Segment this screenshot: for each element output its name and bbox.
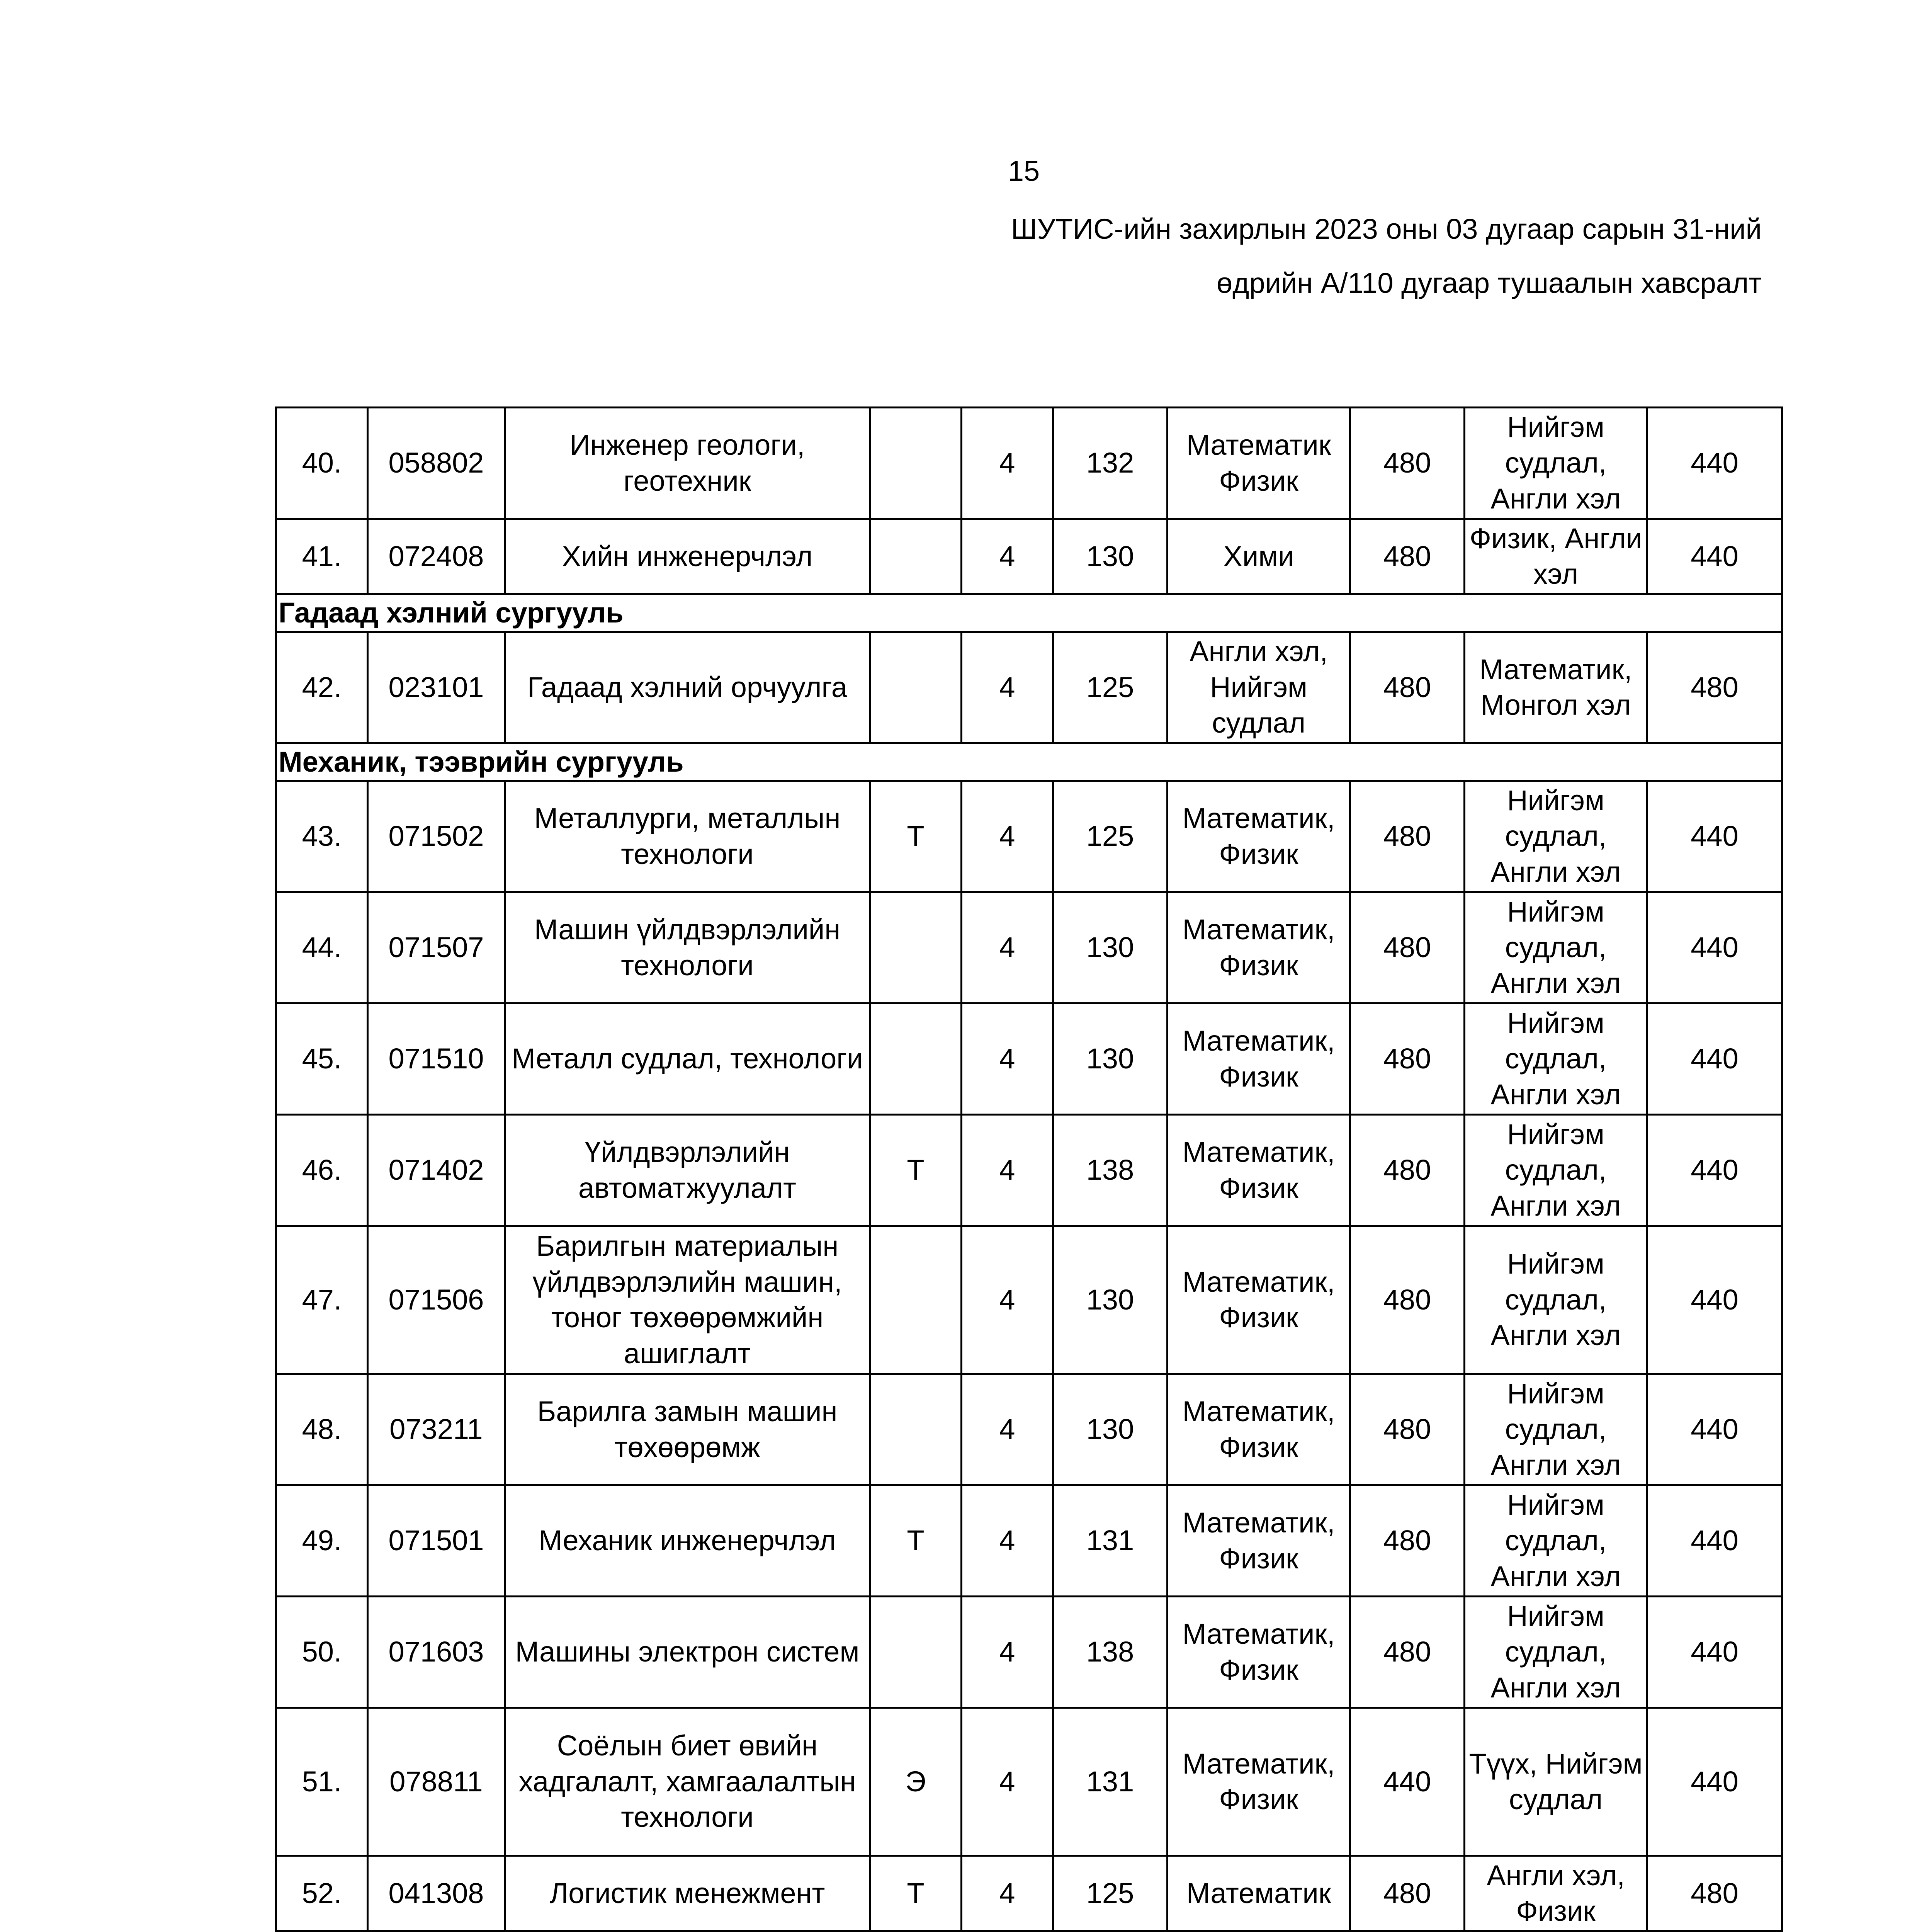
- program-code-cell: 071402: [368, 1115, 505, 1226]
- secondary-subject-cell: Нийгэм судлал, Англи хэл: [1465, 1115, 1647, 1226]
- program-code-cell: 041308: [368, 1856, 505, 1931]
- credits-cell: 130: [1053, 519, 1168, 594]
- program-mark-cell: [870, 1374, 962, 1485]
- study-years-cell: 4: [962, 1856, 1053, 1931]
- row-number-cell: 40.: [276, 408, 368, 519]
- program-mark-cell: [870, 1003, 962, 1115]
- secondary-subject-cell: Нийгэм судлал, Англи хэл: [1465, 1003, 1647, 1115]
- primary-score-cell: 480: [1350, 781, 1465, 892]
- program-code-cell: 071510: [368, 1003, 505, 1115]
- program-mark-cell: Т: [870, 781, 962, 892]
- program-name-cell: Машин үйлдвэрлэлийн технологи: [505, 892, 870, 1003]
- secondary-score-cell: 440: [1647, 1115, 1782, 1226]
- study-years-cell: 4: [962, 1708, 1053, 1856]
- study-years-cell: 4: [962, 1115, 1053, 1226]
- credits-cell: 125: [1053, 781, 1168, 892]
- credits-cell: 130: [1053, 1374, 1168, 1485]
- program-mark-cell: [870, 1597, 962, 1708]
- primary-subject-cell: Англи хэл, Нийгэм судлал: [1168, 632, 1350, 743]
- row-number-cell: 44.: [276, 892, 368, 1003]
- credits-cell: 125: [1053, 632, 1168, 743]
- program-code-cell: 058802: [368, 408, 505, 519]
- row-number-cell: 45.: [276, 1003, 368, 1115]
- header-decree-line: ШУТИС-ийн захирлын 2023 оны 03 дугаар сарын 31-ний: [1011, 213, 1762, 245]
- secondary-score-cell: 440: [1647, 408, 1782, 519]
- secondary-score-cell: 440: [1647, 1597, 1782, 1708]
- secondary-subject-cell: Нийгэм судлал, Англи хэл: [1465, 781, 1647, 892]
- program-name-cell: Машины электрон систем: [505, 1597, 870, 1708]
- row-number-cell: 46.: [276, 1115, 368, 1226]
- program-name-cell: Инженер геологи, геотехник: [505, 408, 870, 519]
- table-row: [276, 632, 1782, 743]
- study-years-cell: 4: [962, 519, 1053, 594]
- secondary-score-cell: 480: [1647, 1856, 1782, 1931]
- program-mark-cell: Э: [870, 1708, 962, 1856]
- secondary-subject-cell: Нийгэм судлал, Англи хэл: [1465, 408, 1647, 519]
- section-heading-row: [276, 594, 1782, 632]
- credits-cell: 130: [1053, 892, 1168, 1003]
- primary-subject-cell: Математик, Физик: [1168, 1708, 1350, 1856]
- credits-cell: 130: [1053, 1003, 1168, 1115]
- program-mark-cell: Т: [870, 1115, 962, 1226]
- table-row: [276, 1856, 1782, 1931]
- program-name-cell: Металл судлал, технологи: [505, 1003, 870, 1115]
- primary-subject-cell: Математик: [1168, 1856, 1350, 1931]
- secondary-score-cell: 440: [1647, 1226, 1782, 1374]
- table-row: [276, 1226, 1782, 1374]
- secondary-subject-cell: Нийгэм судлал, Англи хэл: [1465, 892, 1647, 1003]
- secondary-subject-cell: Физик, Англи хэл: [1465, 519, 1647, 594]
- primary-score-cell: 480: [1350, 1374, 1465, 1485]
- primary-subject-cell: Математик, Физик: [1168, 781, 1350, 892]
- section-title: Механик, тээврийн сургууль: [276, 743, 1782, 781]
- table-row: [276, 519, 1782, 594]
- primary-score-cell: 480: [1350, 408, 1465, 519]
- row-number-cell: 48.: [276, 1374, 368, 1485]
- program-code-cell: 071501: [368, 1485, 505, 1597]
- table-row: [276, 1115, 1782, 1226]
- study-years-cell: 4: [962, 1226, 1053, 1374]
- program-mark-cell: [870, 1226, 962, 1374]
- secondary-subject-cell: Англи хэл, Физик: [1465, 1856, 1647, 1931]
- secondary-score-cell: 440: [1647, 1485, 1782, 1597]
- program-mark-cell: [870, 632, 962, 743]
- table-row: [276, 408, 1782, 519]
- study-years-cell: 4: [962, 632, 1053, 743]
- primary-subject-cell: Хими: [1168, 519, 1350, 594]
- table-row: [276, 1708, 1782, 1856]
- program-mark-cell: Т: [870, 1856, 962, 1931]
- program-code-cell: 071507: [368, 892, 505, 1003]
- primary-score-cell: 480: [1350, 632, 1465, 743]
- page-number: 15: [1008, 155, 1040, 187]
- study-years-cell: 4: [962, 1597, 1053, 1708]
- primary-subject-cell: Математик, Физик: [1168, 892, 1350, 1003]
- row-number-cell: 43.: [276, 781, 368, 892]
- row-number-cell: 51.: [276, 1708, 368, 1856]
- primary-score-cell: 480: [1350, 1485, 1465, 1597]
- credits-cell: 131: [1053, 1708, 1168, 1856]
- program-name-cell: Соёлын биет өвийн хадгалалт, хамгаалалтын технологи: [505, 1708, 870, 1856]
- row-number-cell: 52.: [276, 1856, 368, 1931]
- secondary-score-cell: 440: [1647, 1374, 1782, 1485]
- row-number-cell: 49.: [276, 1485, 368, 1597]
- secondary-subject-cell: Нийгэм судлал, Англи хэл: [1465, 1485, 1647, 1597]
- section-title: Гадаад хэлний сургууль: [276, 594, 1782, 632]
- table-row: [276, 1374, 1782, 1485]
- program-mark-cell: Т: [870, 1485, 962, 1597]
- credits-cell: 130: [1053, 1226, 1168, 1374]
- secondary-score-cell: 480: [1647, 632, 1782, 743]
- program-code-cell: 078811: [368, 1708, 505, 1856]
- section-heading-row: [276, 743, 1782, 781]
- program-code-cell: 071506: [368, 1226, 505, 1374]
- program-code-cell: 023101: [368, 632, 505, 743]
- primary-score-cell: 480: [1350, 1856, 1465, 1931]
- credits-cell: 132: [1053, 408, 1168, 519]
- program-mark-cell: [870, 519, 962, 594]
- secondary-subject-cell: Түүх, Нийгэм судлал: [1465, 1708, 1647, 1856]
- study-years-cell: 4: [962, 781, 1053, 892]
- program-name-cell: Барилгын материалын үйлдвэрлэлийн машин, тоног төхөөрөмжийн ашиглалт: [505, 1226, 870, 1374]
- primary-score-cell: 480: [1350, 1597, 1465, 1708]
- secondary-subject-cell: Нийгэм судлал, Англи хэл: [1465, 1374, 1647, 1485]
- program-code-cell: 073211: [368, 1374, 505, 1485]
- primary-subject-cell: Математик, Физик: [1168, 1226, 1350, 1374]
- secondary-score-cell: 440: [1647, 892, 1782, 1003]
- secondary-score-cell: 440: [1647, 1003, 1782, 1115]
- program-code-cell: 071502: [368, 781, 505, 892]
- study-years-cell: 4: [962, 892, 1053, 1003]
- primary-subject-cell: Математик, Физик: [1168, 1597, 1350, 1708]
- program-mark-cell: [870, 408, 962, 519]
- primary-score-cell: 480: [1350, 1115, 1465, 1226]
- row-number-cell: 47.: [276, 1226, 368, 1374]
- primary-subject-cell: Математик, Физик: [1168, 1485, 1350, 1597]
- credits-cell: 138: [1053, 1115, 1168, 1226]
- program-name-cell: Үйлдвэрлэлийн автоматжуулалт: [505, 1115, 870, 1226]
- program-name-cell: Гадаад хэлний орчуулга: [505, 632, 870, 743]
- secondary-subject-cell: Нийгэм судлал, Англи хэл: [1465, 1226, 1647, 1374]
- secondary-score-cell: 440: [1647, 519, 1782, 594]
- primary-score-cell: 480: [1350, 892, 1465, 1003]
- secondary-score-cell: 440: [1647, 1708, 1782, 1856]
- secondary-subject-cell: Математик, Монгол хэл: [1465, 632, 1647, 743]
- table-body: [276, 408, 1782, 1932]
- program-code-cell: 072408: [368, 519, 505, 594]
- program-name-cell: Хийн инженерчлэл: [505, 519, 870, 594]
- table-row: [276, 892, 1782, 1003]
- program-name-cell: Логистик менежмент: [505, 1856, 870, 1931]
- program-code-cell: 071603: [368, 1597, 505, 1708]
- program-name-cell: Механик инженерчлэл: [505, 1485, 870, 1597]
- row-number-cell: 50.: [276, 1597, 368, 1708]
- table-row: [276, 1485, 1782, 1597]
- primary-score-cell: 480: [1350, 1003, 1465, 1115]
- table-row: [276, 1003, 1782, 1115]
- study-years-cell: 4: [962, 1485, 1053, 1597]
- primary-subject-cell: Математик, Физик: [1168, 1115, 1350, 1226]
- credits-cell: 131: [1053, 1485, 1168, 1597]
- study-years-cell: 4: [962, 408, 1053, 519]
- row-number-cell: 42.: [276, 632, 368, 743]
- primary-subject-cell: Математик, Физик: [1168, 1003, 1350, 1115]
- primary-score-cell: 440: [1350, 1708, 1465, 1856]
- secondary-score-cell: 440: [1647, 781, 1782, 892]
- program-mark-cell: [870, 892, 962, 1003]
- study-years-cell: 4: [962, 1374, 1053, 1485]
- credits-cell: 138: [1053, 1597, 1168, 1708]
- credits-cell: 125: [1053, 1856, 1168, 1931]
- secondary-subject-cell: Нийгэм судлал, Англи хэл: [1465, 1597, 1647, 1708]
- table-row: [276, 1597, 1782, 1708]
- program-name-cell: Барилга замын машин төхөөрөмж: [505, 1374, 870, 1485]
- row-number-cell: 41.: [276, 519, 368, 594]
- programs-table: [275, 406, 1783, 1932]
- primary-subject-cell: Математик, Физик: [1168, 1374, 1350, 1485]
- primary-subject-cell: Математик Физик: [1168, 408, 1350, 519]
- header-appendix-line: өдрийн А/110 дугаар тушаалын хавсралт: [1217, 267, 1762, 299]
- primary-score-cell: 480: [1350, 519, 1465, 594]
- table-row: [276, 781, 1782, 892]
- study-years-cell: 4: [962, 1003, 1053, 1115]
- primary-score-cell: 480: [1350, 1226, 1465, 1374]
- program-name-cell: Металлурги, металлын технологи: [505, 781, 870, 892]
